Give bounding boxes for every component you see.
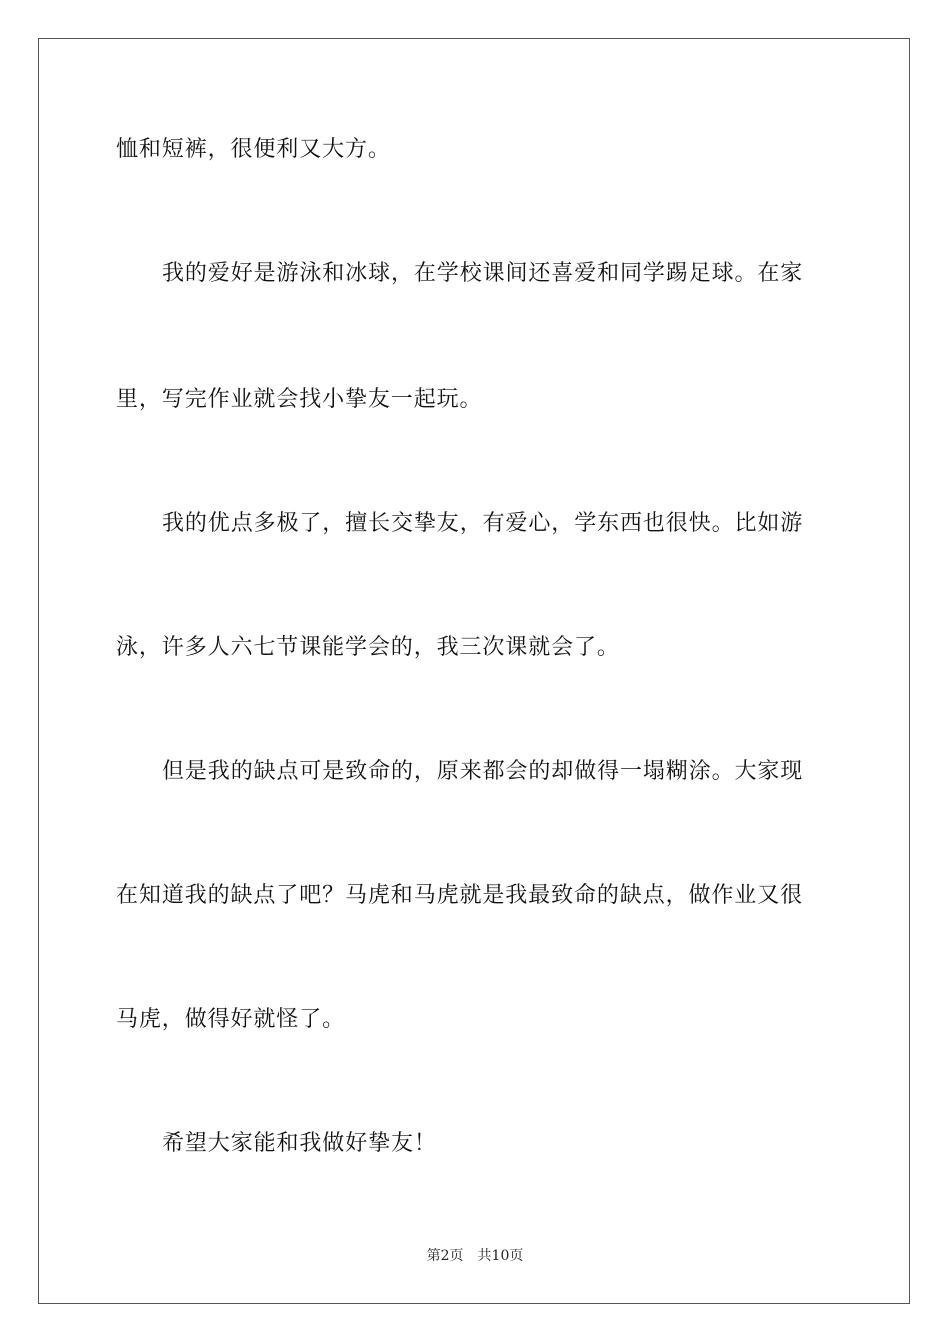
page-footer — [0, 1247, 950, 1265]
text-line: 泳，许多人六七节课能学会的，我三次课就会了。 — [116, 635, 620, 660]
page-total: 共10页 — [477, 1248, 524, 1264]
text-line: 里，写完作业就会找小挚友一起玩。 — [116, 387, 483, 412]
text-line: 我的优点多极了，擅长交挚友，有爱心，学东西也很快。比如游 — [162, 511, 804, 536]
page-number: 第2页 — [426, 1248, 464, 1264]
text-line: 马虎，做得好就怪了。 — [116, 1007, 346, 1032]
text-line: 我的爱好是游泳和冰球，在学校课间还喜爱和同学踢足球。在家 — [162, 261, 804, 286]
page-frame — [38, 38, 910, 1304]
text-line: 但是我的缺点可是致命的，原来都会的却做得一塌糊涂。大家现 — [162, 759, 804, 784]
text-line: 恤和短裤，很便利又大方。 — [116, 137, 391, 162]
text-line: 在知道我的缺点了吧？马虎和马虎就是我最致命的缺点，做作业又很 — [116, 883, 804, 908]
text-line: 希望大家能和我做好挚友！ — [162, 1131, 437, 1156]
